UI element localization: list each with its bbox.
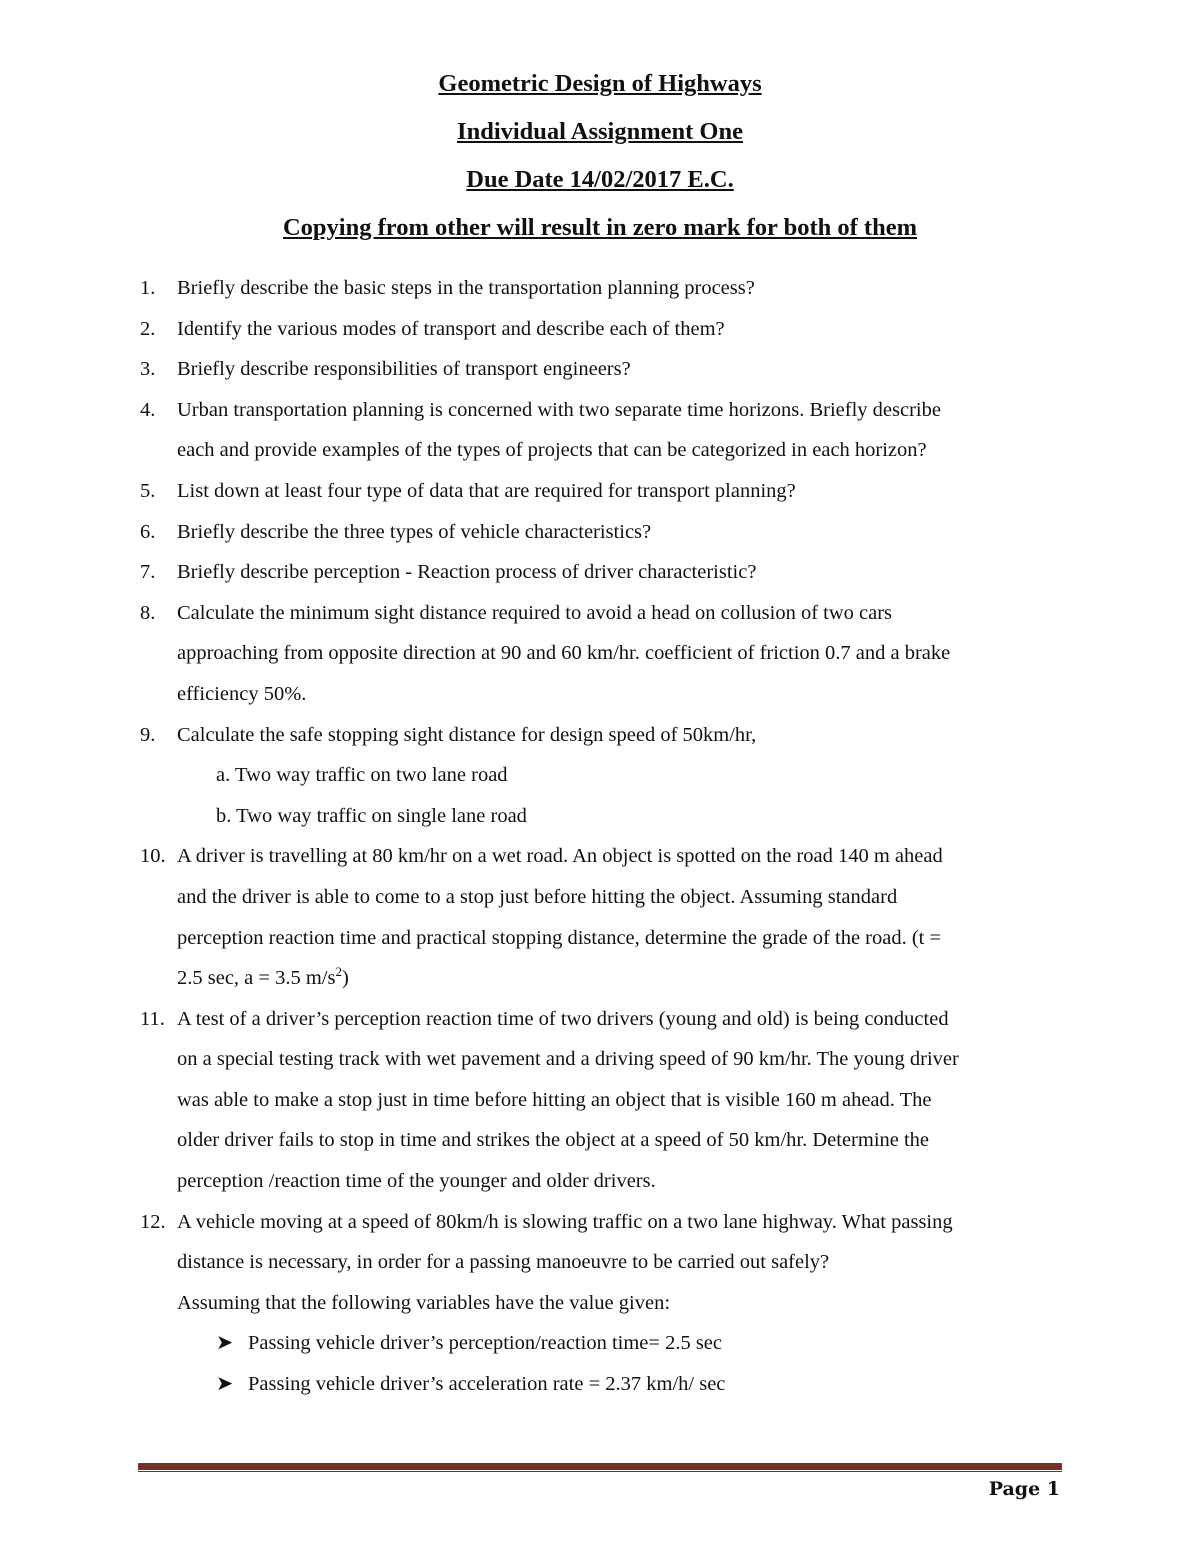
superscript: 2 — [335, 964, 342, 980]
question-text: Assuming that the following variables have the value given: — [177, 1291, 671, 1314]
list-item — [140, 1210, 1060, 1251]
copying-warning: Copying from other will result in zero mark for both of them — [282, 214, 917, 241]
question-text: Identify the various modes of transport and describe each of them? — [177, 317, 725, 340]
question-text: Briefly describe the basic steps in the transportation planning process? — [177, 277, 755, 299]
question-text: Briefly describe the three types of vehicle characteristics? — [177, 520, 652, 543]
bullet-item — [140, 1372, 1060, 1413]
course-title: Geometric Design of Highways — [438, 70, 762, 97]
due-date: Due Date 14/02/2017 E.C. — [466, 166, 734, 193]
list-item — [140, 357, 1060, 398]
question-continuation — [140, 438, 1060, 479]
page-number: Page 1 — [988, 1478, 1060, 1500]
question-number: 9. — [140, 723, 156, 746]
question-continuation — [140, 682, 1060, 723]
bullet-item — [140, 1331, 1060, 1372]
question-number: 5. — [140, 479, 156, 502]
question-number: 1. — [140, 277, 156, 299]
question-text: perception reaction time and practical stopping distance, determine the grade of the road. (t = — [177, 926, 942, 949]
question-text: Calculate the minimum sight distance required to avoid a head on collusion of two cars — [177, 601, 893, 624]
footer-divider-thin — [138, 1471, 1062, 1472]
question-text: approaching from opposite direction at 90 and 60 km/hr. coefficient of friction 0.7 and a brake — [177, 642, 951, 665]
formula-close: ) — [341, 967, 349, 990]
question-text: A test of a driver’s perception reaction time of two drivers (young and old) is being conducted — [177, 1007, 949, 1030]
question-text: Briefly describe responsibilities of transport engineers? — [177, 358, 631, 381]
list-item — [140, 844, 1060, 885]
question-continuation — [140, 926, 1060, 967]
assignment-title: Individual Assignment One — [457, 118, 743, 145]
question-continuation — [140, 885, 1060, 926]
list-item — [140, 317, 1060, 358]
question-text: each and provide examples of the types of projects that can be categorized in each horizon? — [177, 439, 927, 462]
list-item — [140, 601, 1060, 642]
question-text: A vehicle moving at a speed of 80km/h is slowing traffic on a two lane highway. What passing — [177, 1210, 953, 1233]
question-number: 2. — [140, 317, 156, 340]
sub-item-text: b. Two way traffic on single lane road — [216, 804, 527, 827]
question-text: List down at least four type of data that are required for transport planning? — [177, 479, 796, 502]
question-text: on a special testing track with wet pavement and a driving speed of 90 km/hr. The young driver — [177, 1048, 959, 1071]
question-text: Briefly describe perception - Reaction process of driver characteristic? — [177, 561, 757, 584]
question-number: 6. — [140, 520, 156, 543]
list-item — [140, 520, 1060, 561]
list-item — [140, 276, 1060, 317]
question-number: 7. — [140, 561, 156, 584]
formula-text: 2.5 sec, a = 3.5 m/s — [177, 967, 336, 990]
sub-item-b — [140, 804, 1060, 845]
question-number: 3. — [140, 358, 156, 381]
list-item — [140, 560, 1060, 601]
sub-item-a — [140, 763, 1060, 804]
question-text: A driver is travelling at 80 km/hr on a wet road. An object is spotted on the road 140 m ahead — [177, 845, 943, 868]
arrow-bullet-icon: ➤ — [216, 1332, 234, 1355]
question-list — [140, 276, 1060, 1413]
footer-divider — [138, 1463, 1062, 1470]
question-continuation — [140, 1291, 1060, 1332]
question-continuation — [140, 1250, 1060, 1291]
question-number: 11. — [140, 1007, 165, 1030]
question-number: 4. — [140, 398, 156, 421]
question-number: 10. — [140, 845, 166, 868]
question-text: distance is necessary, in order for a passing manoeuvre to be carried out safely? — [177, 1251, 830, 1274]
question-text: was able to make a stop just in time before hitting an object that is visible 160 m ahead. The — [177, 1088, 932, 1111]
bullet-text: Passing vehicle driver’s perception/reaction time= 2.5 sec — [248, 1332, 722, 1355]
list-item — [140, 479, 1060, 520]
question-text: Calculate the safe stopping sight distance for design speed of 50km/hr, — [177, 723, 757, 746]
question-text: and the driver is able to come to a stop just before hitting the object. Assuming standard — [177, 885, 898, 908]
question-text: Urban transportation planning is concerned with two separate time horizons. Briefly describe — [177, 398, 941, 421]
question-continuation — [140, 1128, 1060, 1169]
sub-item-text: a. Two way traffic on two lane road — [216, 764, 508, 787]
question-continuation — [140, 1169, 1060, 1210]
list-item — [140, 723, 1060, 764]
question-continuation — [140, 966, 1060, 1007]
question-continuation — [140, 1088, 1060, 1129]
arrow-bullet-icon: ➤ — [216, 1373, 234, 1396]
question-number: 8. — [140, 601, 156, 624]
list-item — [140, 1007, 1060, 1048]
title-block — [0, 72, 1200, 264]
question-text: older driver fails to stop in time and strikes the object at a speed of 50 km/hr. Determine the — [177, 1129, 930, 1152]
question-text: efficiency 50%. — [177, 682, 307, 705]
bullet-text: Passing vehicle driver’s acceleration rate = 2.37 km/h/ sec — [248, 1373, 726, 1396]
question-text: perception /reaction time of the younger and older drivers. — [177, 1170, 656, 1193]
question-continuation — [140, 641, 1060, 682]
question-number: 12. — [140, 1210, 166, 1233]
question-continuation — [140, 1047, 1060, 1088]
list-item — [140, 398, 1060, 439]
question-text — [177, 966, 1060, 990]
